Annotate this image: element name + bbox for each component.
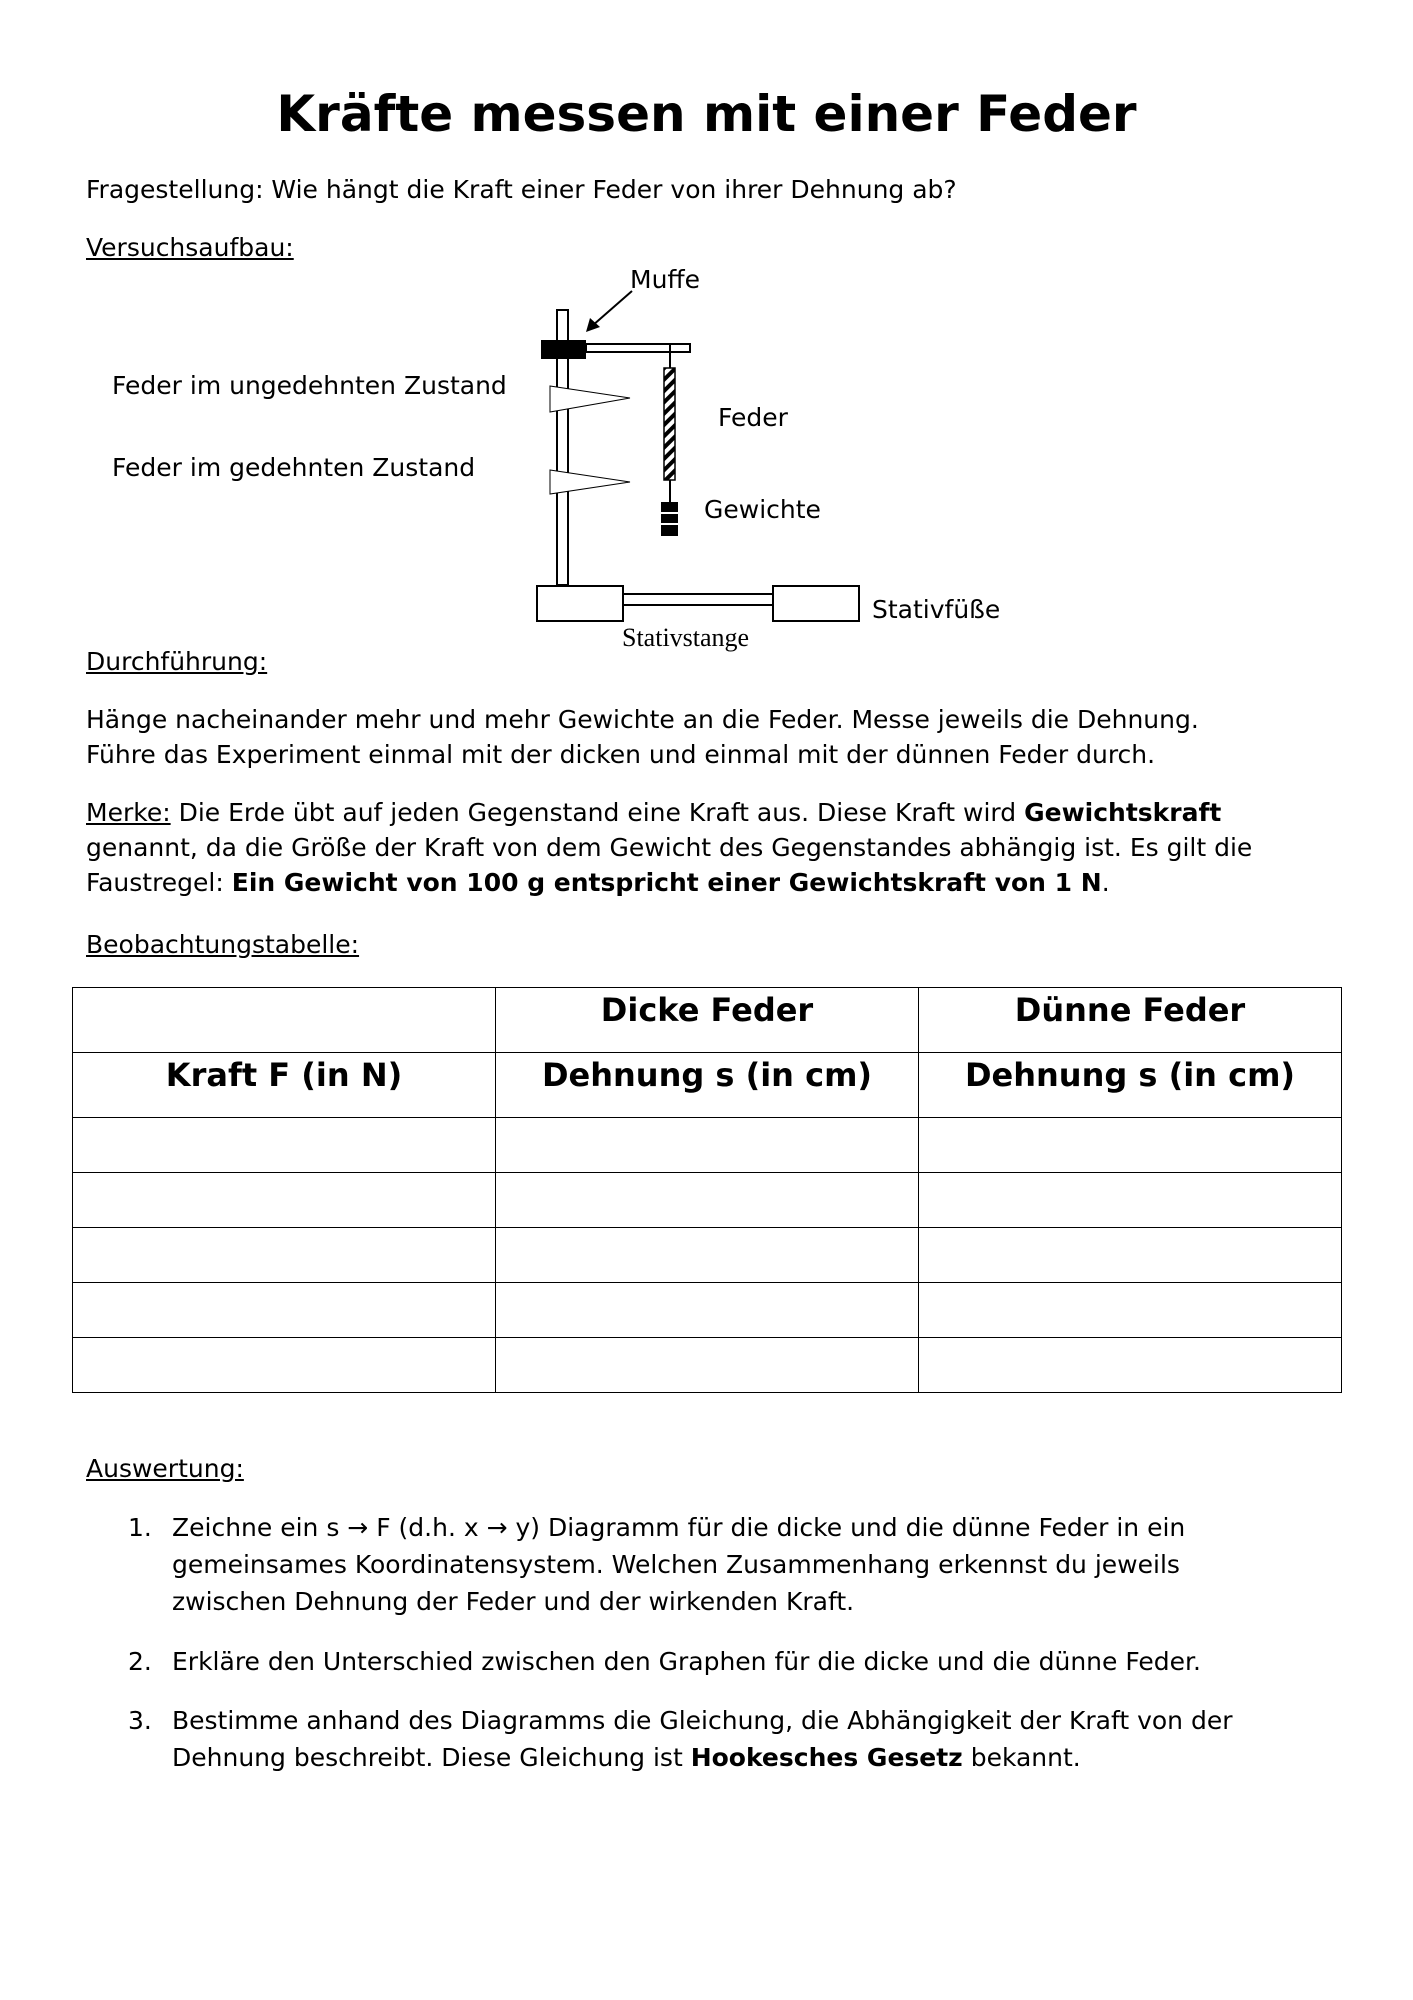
table-cell[interactable] (73, 1173, 496, 1228)
table-cell[interactable] (73, 1228, 496, 1283)
task-3-bold-hooke: Hookesches Gesetz (690, 1743, 963, 1772)
table-cell[interactable] (73, 1338, 496, 1393)
table-row (73, 1173, 1342, 1228)
table-row (73, 1118, 1342, 1173)
pointer-unstretched (550, 386, 630, 412)
table-cell[interactable] (919, 1228, 1342, 1283)
table-cell[interactable] (919, 1173, 1342, 1228)
label-gewichte: Gewichte (704, 495, 821, 524)
setup-diagram (0, 0, 1413, 660)
observation-table (72, 987, 1342, 1393)
label-feder-gedehnt: Feder im gedehnten Zustand (112, 453, 476, 482)
task-text-3 (172, 1702, 1302, 1776)
task-number-1: 1. (128, 1513, 152, 1542)
note-label: Merke: (86, 798, 171, 827)
task-number-3: 3. (128, 1706, 152, 1735)
clamp-muffe (541, 340, 586, 359)
table-header-cell: Dehnung s (in cm) (919, 1053, 1342, 1118)
procedure-line-2: Führe das Experiment einmal mit der dicken und einmal mit der dünnen Feder durch. (86, 740, 1156, 769)
task-text-1: Zeichne ein s → F (d.h. x → y) Diagramm für die dicke und die dünne Feder in ein gemeinsames Koordinatensystem. Welchen Zusammenhang erkennst du jeweils zwischen Dehnung der Feder und der wirkenden Kraft. (172, 1513, 1186, 1616)
table-row (73, 1228, 1342, 1283)
pointer-stretched (550, 470, 630, 494)
table-row (73, 1283, 1342, 1338)
label-stativstange: Stativstange (622, 623, 750, 652)
task-number-2: 2. (128, 1647, 152, 1676)
table-cell[interactable] (496, 1338, 919, 1393)
note-text-1: Die Erde übt auf jeden Gegenstand eine Kraft aus. Diese Kraft wird (170, 798, 1025, 827)
stand-foot-left (537, 586, 623, 621)
table-row (73, 1338, 1342, 1393)
table-cell[interactable] (73, 1118, 496, 1173)
muffe-arrow-line (592, 291, 632, 326)
label-feder-ungedehnt: Feder im ungedehnten Zustand (112, 371, 507, 400)
note-text-2: genannt, da die Größe der Kraft von dem Gewicht des Gegenstandes abhängig ist. Es gilt die Faustregel: (86, 833, 1253, 897)
setup-heading: Versuchsaufbau: (86, 233, 294, 262)
task-3-text-after: bekannt. (962, 1743, 1081, 1772)
table-cell[interactable] (496, 1173, 919, 1228)
table-heading: Beobachtungstabelle: (86, 930, 360, 959)
table-cell[interactable] (73, 1283, 496, 1338)
question-text: Fragestellung: Wie hängt die Kraft einer Feder von ihrer Dehnung ab? (86, 175, 957, 204)
table-cell[interactable] (919, 1338, 1342, 1393)
label-muffe: Muffe (630, 265, 701, 294)
note-bold-rule: Ein Gewicht von 100 g entspricht einer Gewichtskraft von 1 N (231, 868, 1102, 897)
evaluation-heading: Auswertung: (86, 1454, 244, 1483)
table-cell[interactable] (919, 1118, 1342, 1173)
weights (661, 502, 678, 536)
task-3-text-before: Bestimme anhand des Diagramms die Gleichung, die Abhängigkeit der Kraft von der Dehnung beschreibt. Diese Gleichung ist (172, 1706, 1233, 1772)
procedure-line-1: Hänge nacheinander mehr und mehr Gewichte an die Feder. Messe jeweils die Dehnung. (86, 705, 1199, 734)
note-text-3: . (1101, 868, 1110, 897)
table-header-row-2 (73, 1053, 1342, 1118)
note-bold-gewichtskraft: Gewichtskraft (1024, 798, 1222, 827)
table-cell[interactable] (496, 1228, 919, 1283)
table-cell[interactable] (496, 1283, 919, 1338)
table-header-cell: Dicke Feder (496, 988, 919, 1053)
page-title: Kräfte messen mit einer Feder (276, 85, 1137, 143)
note-paragraph (86, 795, 1336, 900)
procedure-heading: Durchführung: (86, 647, 268, 676)
stand-base-bar (623, 594, 773, 605)
table-header-cell: Dehnung s (in cm) (496, 1053, 919, 1118)
table-header-cell (73, 988, 496, 1053)
table-header-cell: Kraft F (in N) (73, 1053, 496, 1118)
spring (664, 368, 675, 480)
label-feder: Feder (718, 403, 788, 432)
table-cell[interactable] (919, 1283, 1342, 1338)
table-header-cell: Dünne Feder (919, 988, 1342, 1053)
stand-foot-right (773, 586, 859, 621)
table-cell[interactable] (496, 1118, 919, 1173)
label-stativfuesse: Stativfüße (872, 595, 1001, 624)
horizontal-arm (586, 344, 690, 352)
table-header-row-1 (73, 988, 1342, 1053)
task-text-2: Erkläre den Unterschied zwischen den Graphen für die dicke und die dünne Feder. (172, 1647, 1201, 1676)
